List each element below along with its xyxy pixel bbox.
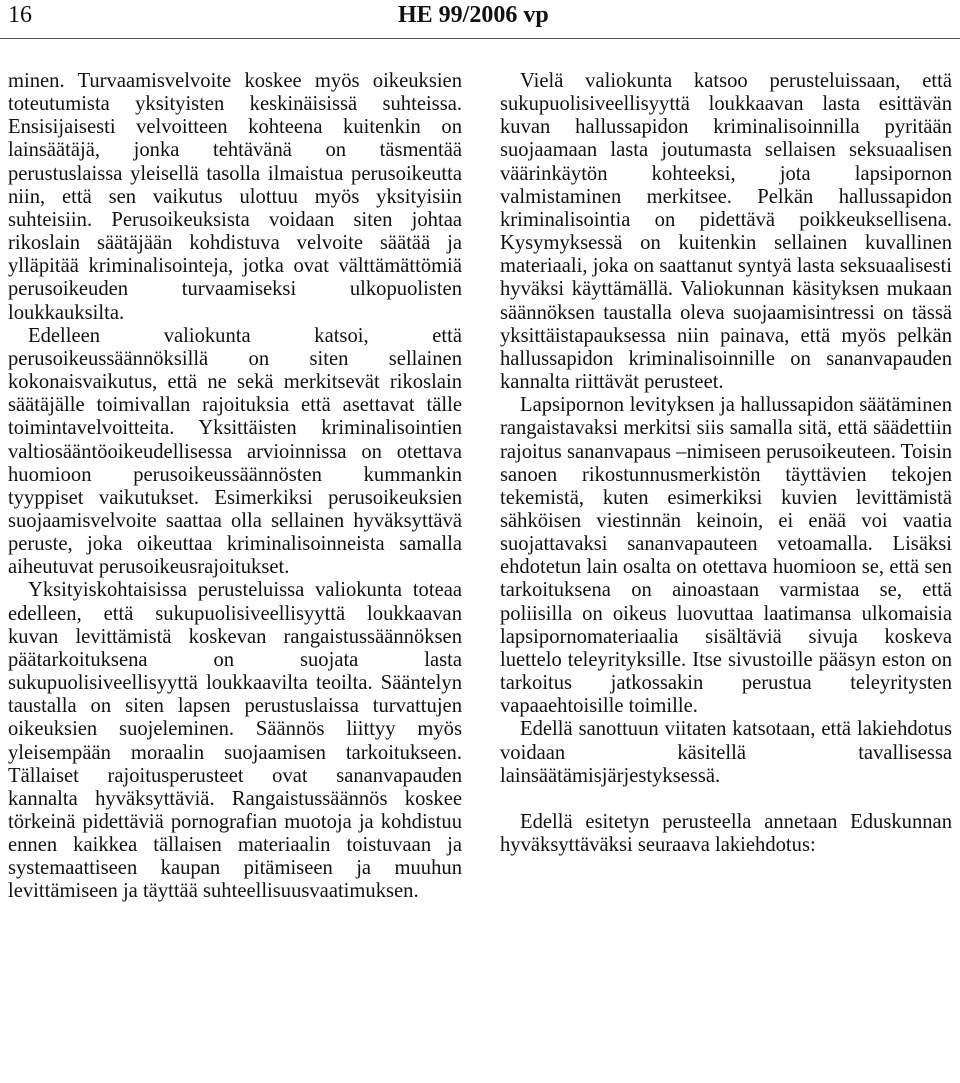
right-paragraph-4: Edellä esitetyn perusteella annetaan Eduskunnan hyväksyttäväksi seuraava lakiehdotus:: [500, 810, 952, 856]
left-paragraph-2: Edelleen valiokunta katsoi, että perusoikeussäännöksillä on siten sellainen kokonaisvaikutus, että ne sekä merkitsevät rikoslain säätäjälle toimivallan rajoituksia että asettavat tälle toimintavelvoitteita. Yksittäisten kriminalisointien valtiosääntöoikeudellisessa arvioinnissa on otettava huomioon perusoikeussäännösten kummankin tyyppiset vaikutukset. Esimerkiksi perusoikeuksien suojaamisvelvoite saattaa olla sellainen hyväksyttävä peruste, joka oikeuttaa kriminalisoinneista samalla aiheutuvat perusoikeusrajoitukset.: [8, 324, 462, 579]
right-paragraph-2: Lapsipornon levityksen ja hallussapidon säätäminen rangaistavaksi merkitsi siis samalla sitä, että säädettiin rajoitus sananvapaus –nimiseen perusoikeuteen. Toisin sanoen rikostunnusmerkistön täyttävien tekojen tekemistä, kuten esimerkiksi kuvien levittämistä sähköisen viestinnän keinoin, ei enää voi vaatia suojattavaksi sananvapauteen vetoamalla. Lisäksi ehdotetun lain osalta on otettava huomioon se, että sen tarkoituksena on ainoastaan varmistaa se, että poliisilla on oikeus luovuttaa laatimansa ulkomaisia lapsipornomateriaalia sisältäviä sivuja koskeva luettelo teleyrityksille. Itse sivustoille pääsyn eston on tarkoitus jatkossakin perustua teleyritysten vapaaehtoisille toimille.: [500, 394, 952, 718]
right-column: [500, 70, 952, 857]
left-paragraph-3: Yksityiskohtaisissa perusteluissa valiokunta toteaa edelleen, että sukupuolisiveellisyyttä loukkaavan kuvan levittämistä koskevan rangaistussäännöksen päätarkoituksena on suojata lasta sukupuolisiveellisyyttä loukkaavilta teoilta. Sääntelyn taustalla on siten lapsen perustuslaissa turvattujen oikeuksien suojeleminen. Säännös liittyy myös yleisempään moraalin suojaamisen tarkoitukseen. Tällaiset rajoitusperusteet ovat sananvapauden kannalta hyväksyttäviä. Rangaistussäännös koskee törkeinä pidettäviä pornografian muotoja ja kohdistuu ennen kaikkea tällaisen materiaalin toistuvaan ja systemaattiseen kaupan pitämiseen ja muuhun levittämiseen ja täyttää suhteellisuusvaatimuksen.: [8, 579, 462, 903]
page-number: 16: [8, 2, 32, 28]
right-paragraph-1: Vielä valiokunta katsoo perusteluissaan, että sukupuolisiveellisyyttä loukkaavan lasta esittävän kuvan hallussapidon kriminalisoinnilla pyritään suojaamaan lasta joutumasta sellaisen seksuaalisen väärinkäytön kohteeksi, jota lapsipornon valmistaminen merkitsee. Pelkän hallussapidon kriminalisointia on pidettävä poikkeuksellisena. Kysymyksessä on kuitenkin sellainen kuvallinen materiaali, joka on saattanut syntyä lasta seksuaalisesti hyväksi käyttämällä. Valiokunnan käsityksen mukaan säännöksen taustalla oleva suojaamisintressi on tässä yksittäistapauksessa niin painava, että myös pelkän hallussapidon kriminalisoinnille on sananvapauden kannalta riittävät perusteet.: [500, 70, 952, 394]
header-rule: [0, 38, 960, 39]
page-header: [0, 0, 960, 48]
left-column: [8, 70, 462, 904]
left-paragraph-1: minen. Turvaamisvelvoite koskee myös oikeuksien toteutumista yksityisten keskinäisissä suhteissa. Ensisijaisesti velvoitteen kohteena kuitenkin on lainsäätäjä, jonka tehtävänä on täsmentää perustuslaissa yleisellä tasolla ilmaistua perusoikeutta niin, että sen vaikutus ulottuu myös yksityisiin suhteisiin. Perusoikeuksista voidaan siten johtaa rikoslain säätäjään kohdistuva velvoite säätää ja ylläpitää kriminalisointeja, jotka ovat välttämättömiä perusoikeuden turvaamiseksi ulkopuolisten loukkauksilta.: [8, 70, 462, 324]
document-id: HE 99/2006 vp: [398, 2, 549, 28]
right-paragraph-3: Edellä sanottuun viitaten katsotaan, että lakiehdotus voidaan käsitellä tavallisessa lainsäätämisjärjestyksessä.: [500, 718, 952, 787]
